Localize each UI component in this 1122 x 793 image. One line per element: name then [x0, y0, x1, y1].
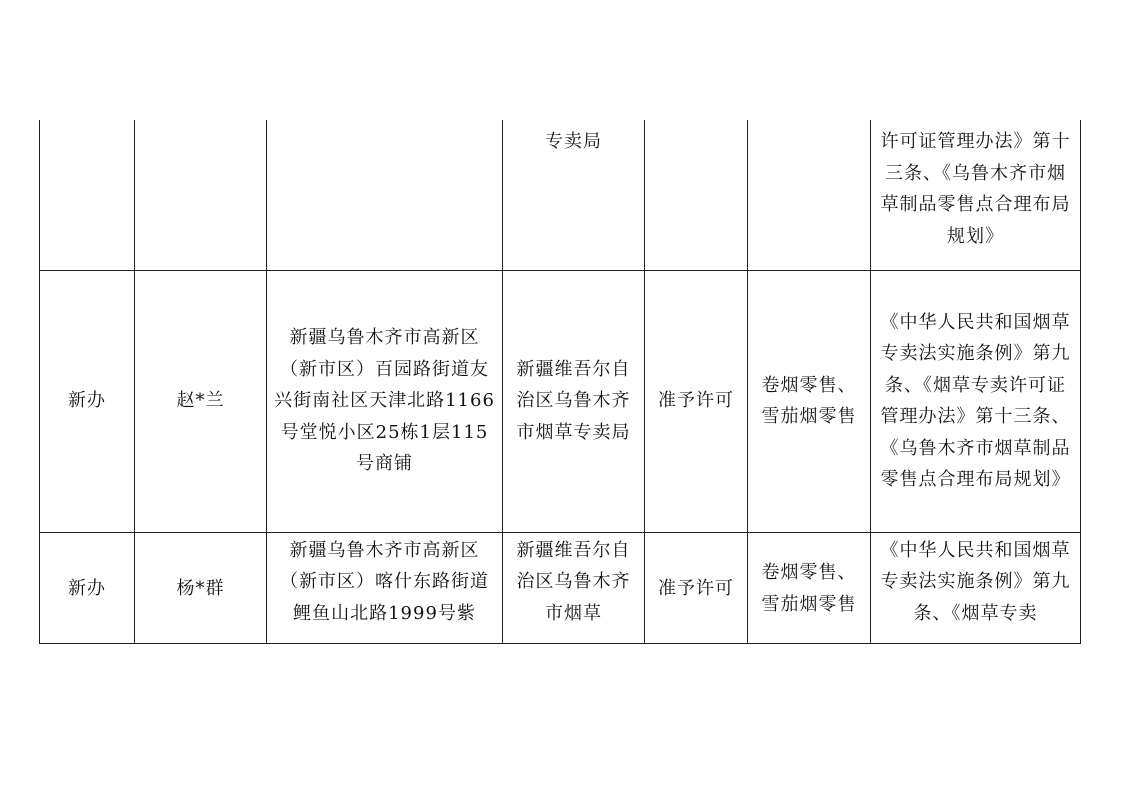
- table-row: [40, 270, 1081, 532]
- cell-decision: 准予许可: [645, 532, 748, 643]
- cell-scope: 卷烟零售、雪茄烟零售: [748, 532, 871, 643]
- cell-basis: 《中华人民共和国烟草专卖法实施条例》第九条、《烟草专卖: [871, 532, 1081, 643]
- cell-address: [267, 120, 503, 270]
- cell-scope: [748, 120, 871, 270]
- license-table: [39, 120, 1081, 644]
- cell-authority: 专卖局: [503, 120, 645, 270]
- cell-type: 新办: [40, 270, 135, 532]
- cell-name: 赵*兰: [135, 270, 267, 532]
- cell-name: [135, 120, 267, 270]
- cell-authority: 新疆维吾尔自治区乌鲁木齐市烟草专卖局: [503, 270, 645, 532]
- cell-decision: 准予许可: [645, 270, 748, 532]
- cell-type: 新办: [40, 532, 135, 643]
- cell-scope: 卷烟零售、雪茄烟零售: [748, 270, 871, 532]
- cell-basis: 许可证管理办法》第十三条、《乌鲁木齐市烟草制品零售点合理布局规划》: [871, 120, 1081, 270]
- cell-address: 新疆乌鲁木齐市高新区（新市区）喀什东路街道鲤鱼山北路1999号紫: [267, 532, 503, 643]
- cell-basis: 《中华人民共和国烟草专卖法实施条例》第九条、《烟草专卖许可证管理办法》第十三条、《乌鲁木齐市烟草制品零售点合理布局规划》: [871, 270, 1081, 532]
- cell-authority: 新疆维吾尔自治区乌鲁木齐市烟草: [503, 532, 645, 643]
- cell-address: 新疆乌鲁木齐市高新区（新市区）百园路街道友兴街南社区天津北路1166号堂悦小区25栋1层115号商铺: [267, 270, 503, 532]
- table-row: [40, 120, 1081, 270]
- cell-decision: [645, 120, 748, 270]
- cell-type: [40, 120, 135, 270]
- table-row: [40, 532, 1081, 643]
- cell-name: 杨*群: [135, 532, 267, 643]
